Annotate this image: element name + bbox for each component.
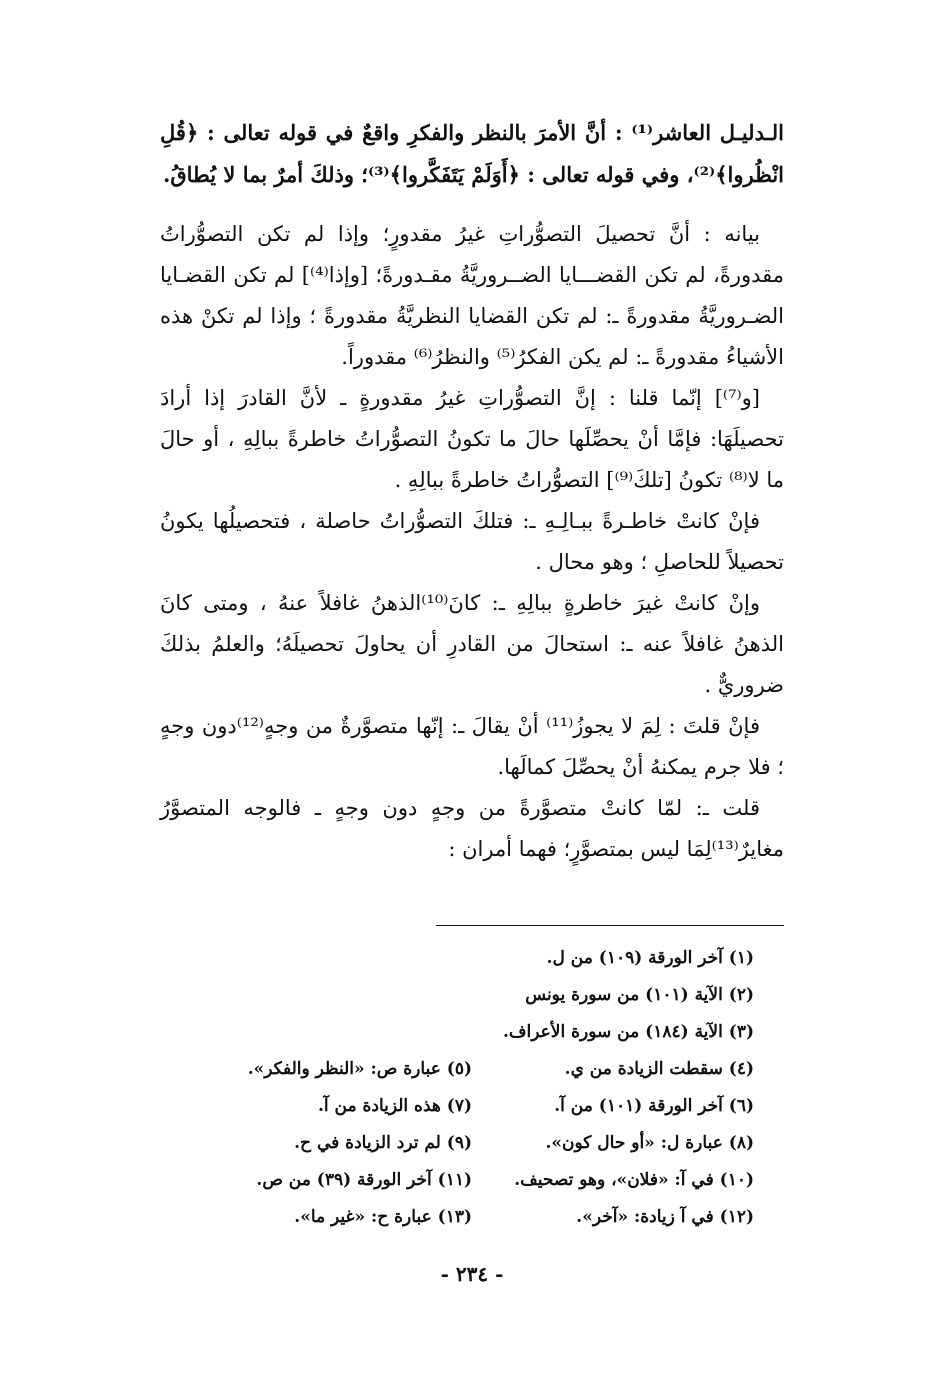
footnote-row [190, 1088, 754, 1125]
paragraph-reply: قلت ـ: لمّا كانتْ متصوَّرةً من وجهٍ دون وجهٍ ـ فالوجه المتصوَّرُ مغايرٌ⁽¹³⁾لِمَا ليس بمتصوَّرٍ؛ فهما أمران : [160, 796, 784, 861]
footnote-3: (٣) الآية (١٨٤) من سورة الأعراف. [503, 1022, 754, 1042]
footnote-13: (١٣) عبارة ح: «غير ما». [294, 1207, 472, 1227]
footnote-4: (٤) سقطت الزيادة من ي. [564, 1059, 754, 1079]
footnote-row [190, 1162, 754, 1199]
paragraph-present-case: فإنْ كانتْ خاطـرةً ببـالِـهِ ـ: فتلكَ التصوُّراتُ حاصلة ، فتحصيلُها يكونُ تحصيلاً للحاصلِ ؛ وهو محال . [160, 509, 784, 574]
footnote-row [190, 977, 754, 1014]
paragraph-tenth-proof: الـدليـل العاشر⁽¹⁾ : أنَّ الأمرَ بالنظر والفكرِ واقعٌ في قوله تعالى : ﴿قُلِ انْظُروا﴾⁽²⁾، وفي قوله تعالى : ﴿أَوَلَمْ يَتَفَكَّروا﴾⁽³⁾؛ وذلكَ أمرٌ بما لا يُطاقُ. [160, 120, 784, 187]
paragraph-explanation: بيانه : أنَّ تحصيلَ التصوُّراتِ غيرُ مقدورٍ؛ وإذا لم تكن التصوُّراتُ مقدورةً، لم تكن القضـــايا الضــروريَّةُ مقـدورةً؛ [وإذا⁽⁴⁾] لم تكن القضـايا الضـروريَّةُ مقدورةً ـ: لم تكن القضايا النظريَّةُ مقدورةً ؛ وإذا لم تكنْ هذه الأشياءُ مقدورةً ـ: لم يكن الفكرُ⁽⁵⁾ والنظرُ⁽⁶⁾ مقدوراً. [160, 222, 785, 369]
footnote-row [190, 1051, 754, 1088]
footnote-row [190, 940, 754, 977]
footnote-2: (٢) الآية (١٠١) من سورة يونس [525, 985, 754, 1005]
footnote-7: (٧) هذه الزيادة من آ. [317, 1096, 472, 1116]
footnote-row [190, 1199, 754, 1236]
footnote-row [190, 1014, 754, 1051]
footnote-1: (١) آخر الورقة (١٠٩) من ل. [546, 948, 754, 968]
page-number: - ٢٣٤ - [440, 1262, 504, 1286]
footnote-6: (٦) آخر الورقة (١٠١) من آ. [554, 1096, 754, 1116]
footnote-8: (٨) عبارة ل: «أو حال كون». [545, 1133, 754, 1153]
footnote-9: (٩) لم ترد الزيادة في ح. [294, 1133, 472, 1153]
main-text [160, 112, 784, 870]
footnote-12: (١٢) في آ زيادة: «آخر». [576, 1207, 754, 1227]
footnote-divider [436, 925, 784, 926]
footnote-row [190, 1125, 754, 1162]
paragraph-absent-case: وإنْ كانتْ غيرَ خاطرةٍ ببالِهِ ـ: كانَ⁽¹⁰⁾الذهنُ غافلاً عنهُ ، ومتى كانَ الذهنُ غافلاً عنه ـ: استحالَ من القادرِ أن يحاولَ تحصيلَهُ؛ والعلمُ بذلكَ ضروريٌّ . [160, 591, 784, 697]
footnotes [190, 940, 754, 1236]
footnote-10: (١٠) في آ: «فلان»، وهو تصحيف. [514, 1170, 754, 1190]
footnote-11: (١١) آخر الورقة (٣٩) من ص. [256, 1170, 472, 1190]
footnote-5: (٥) عبارة ص: «النظر والفكر». [247, 1059, 472, 1079]
paragraph-objection: فإنْ قلتَ : لِمَ لا يجوزُ⁽¹¹⁾ أنْ يقالَ ـ: إنّها متصوَّرةٌ من وجهٍ⁽¹²⁾دون وجهٍ ؛ فلا جرم يمكنهُ أنْ يحصِّلَ كمالَها. [160, 714, 784, 779]
paragraph-conceptions: [و⁽⁷⁾] إنّما قلنا : إنَّ التصوُّراتِ غيرُ مقدورةٍ ـ لأنَّ القادرَ إذا أرادَ تحصيلَهَا: فإمَّا أنْ يحصِّلَها حالَ ما تكونُ التصوُّراتُ خاطرةً ببالِهِ ، أو حالَ ما لا⁽⁸⁾ تكونُ [تلكَ⁽⁹⁾] التصوُّراتُ خاطرةً ببالِهِ . [160, 386, 784, 492]
